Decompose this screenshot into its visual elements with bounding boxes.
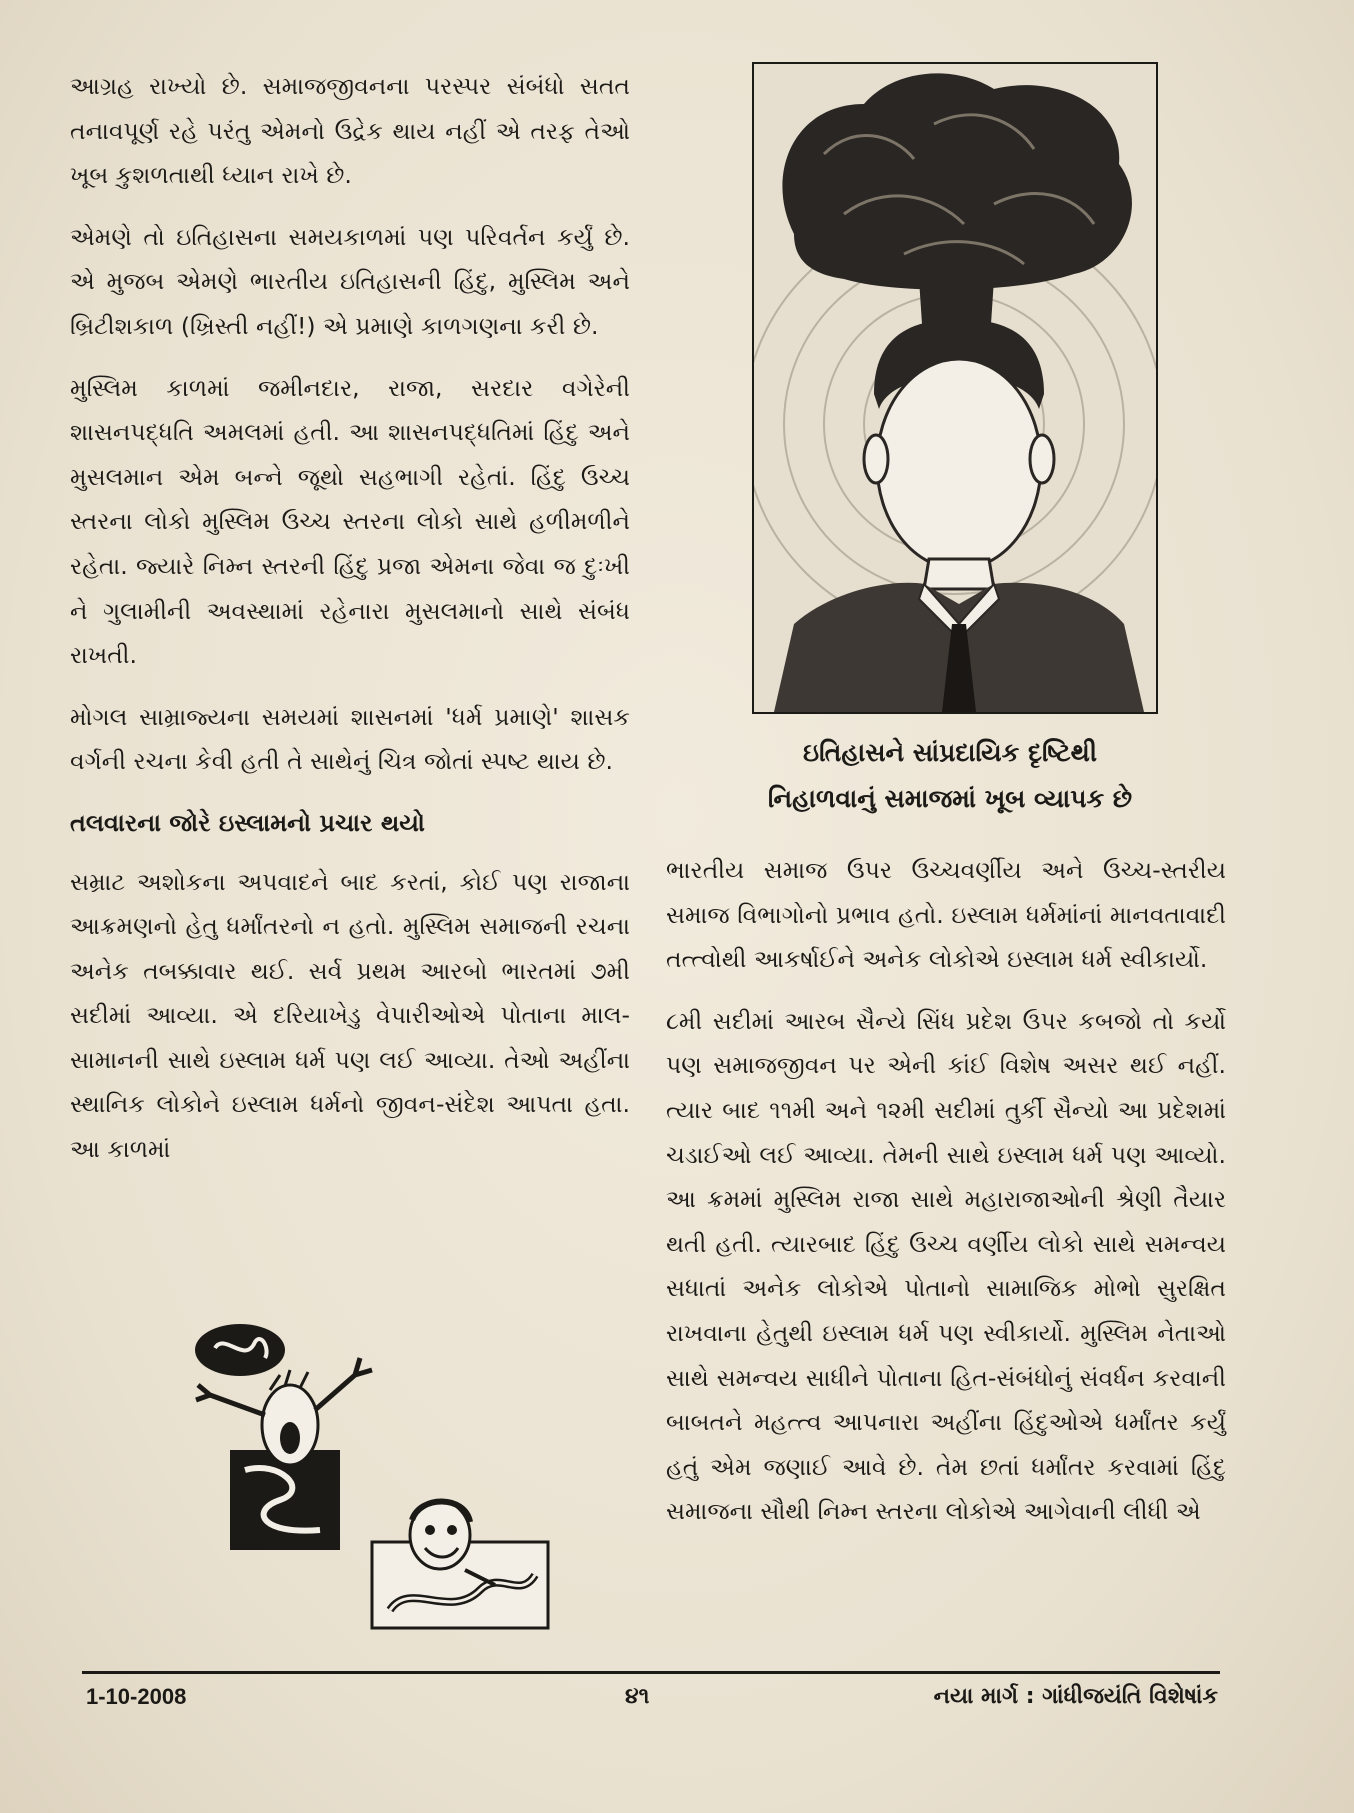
smiling-man-cartoon — [370, 1490, 550, 1630]
footer-date: 1-10-2008 — [86, 1684, 187, 1709]
caption-line: ઇતિહાસને સાંપ્રદાયિક દૃષ્ટિથી — [803, 738, 1097, 767]
illustration-frame — [752, 62, 1158, 714]
section-heading: તલવારના જોરે ઇસ્લામનો પ્રચાર થયો — [70, 808, 425, 837]
paragraph: એમણે તો ઇતિહાસના સમયકાળમાં પણ પરિવર્તન કર્યું છે. એ મુજબ એમણે ભારતીય ઇતિહાસની હિંદુ, મુસ્લિમ અને બ્રિટીશકાળ (ખ્રિસ્તી નહીં!) એ પ્રમાણે કાળગણના કરી છે. — [70, 222, 630, 340]
figure-caption — [700, 730, 1200, 822]
magazine-title: નયા માર્ગ : ગાંધીજયંતિ વિશેષાંક — [933, 1684, 1218, 1709]
caption-line: નિહાળવાનું સમાજમાં ખૂબ વ્યાપક છે — [767, 784, 1133, 813]
paragraph: મુસ્લિમ કાળમાં જમીનદાર, રાજા, સરદાર વગેરેની શાસનપદ્ધતિ અમલમાં હતી. આ શાસનપદ્ધતિમાં હિંદુ અને મુસલમાન એમ બન્ને જૂથો સહભાગી રહેતાં. હિંદુ ઉચ્ચ સ્તરના લોકો મુસ્લિમ ઉચ્ચ સ્તરના લોકો સાથે હળીમળીને રહેતા. જ્યારે નિમ્ન સ્તરની હિંદુ પ્રજા એમના જેવા જ દુઃખી ને ગુલામીની અવસ્થામાં રહેનારા મુસલમાનો સાથે સંબંધ રાખતી. — [70, 373, 630, 670]
faceless-man-illustration — [754, 64, 1156, 712]
right-column — [666, 848, 1226, 1534]
paragraph: સમ્રાટ અશોકના અપવાદને બાદ કરતાં, કોઈ પણ રાજાના આક્રમણનો હેતુ ધર્માંતરનો ન હતો. મુસ્લિમ સમાજની રચના અનેક તબક્કાવાર થઈ. સર્વ પ્રથમ આરબો ભારતમાં ૭મી સદીમાં આવ્યા. એ દરિયાખેડુ વેપારીઓએ પોતાના માલ-સામાનની સાથે ઇસ્લામ ધર્મ પણ લઈ આવ્યા. તેઓ અહીંના સ્થાનિક લોકોને ઇસ્લામ ધર્મનો જીવન-સંદેશ આપતા હતા. આ કાળમાં — [70, 867, 630, 1164]
page-number: ૪૧ — [625, 1684, 650, 1709]
screaming-man-cartoon — [190, 1320, 380, 1560]
paragraph: મોગલ સામ્રાજ્યના સમયમાં શાસનમાં 'ધર્મ પ્રમાણે' શાસક વર્ગની રચના કેવી હતી તે સાથેનું ચિત્ર જોતાં સ્પષ્ટ થાય છે. — [70, 702, 630, 776]
left-column — [70, 64, 630, 1172]
footer-rule — [82, 1671, 1220, 1674]
paragraph: ૮મી સદીમાં આરબ સૈન્યે સિંધ પ્રદેશ ઉપર કબજો તો કર્યો પણ સમાજજીવન પર એની કાંઈ વિશેષ અસર થઈ નહીં. ત્યાર બાદ ૧૧મી અને ૧૨મી સદીમાં તુર્કી સૈન્યો આ પ્રદેશમાં ચડાઈઓ લઈ આવ્યા. તેમની સાથે ઇસ્લામ ધર્મ પણ આવ્યો. આ ક્રમમાં મુસ્લિમ રાજા સાથે મહારાજાઓની શ્રેણી તૈયાર થતી હતી. ત્યારબાદ હિંદુ ઉચ્ચ વર્ણીય લોકો સાથે સમન્વય સધાતાં અનેક લોકોએ પોતાનો સામાજિક મોભો સુરક્ષિત રાખવાના હેતુથી ઇસ્લામ ધર્મ પણ સ્વીકાર્યો. મુસ્લિમ નેતાઓ સાથે સમન્વય સાધીને પોતાના હિત-સંબંધોનું સંવર્ધન કરવાની બાબતને મહત્ત્વ આપનારા અહીંના હિંદુઓએ ધર્માંતર કર્યું હતું એમ જણાઈ આવે છે. તેમ છતાં ધર્માંતર કરવામાં હિંદુ સમાજના સૌથી નિમ્ન સ્તરના લોકોએ આગેવાની લીધી એ — [666, 1006, 1226, 1526]
paragraph: ભારતીય સમાજ ઉપર ઉચ્ચવર્ણીય અને ઉચ્ચ-સ્તરીય સમાજ વિભાગોનો પ્રભાવ હતો. ઇસ્લામ ધર્મમાંનાં માનવતાવાદી તત્ત્વોથી આકર્ષાઈને અનેક લોકોએ ઇસ્લામ ધર્મ સ્વીકાર્યો. — [666, 856, 1226, 974]
paragraph: આગ્રહ રાખ્યો છે. સમાજજીવનના પરસ્પર સંબંધો સતત તનાવપૂર્ણ રહે પરંતુ એમનો ઉદ્રેક થાય નહીં એ તરફ તેઓ ખૂબ કુશળતાથી ધ્યાન રાખે છે. — [70, 72, 630, 190]
